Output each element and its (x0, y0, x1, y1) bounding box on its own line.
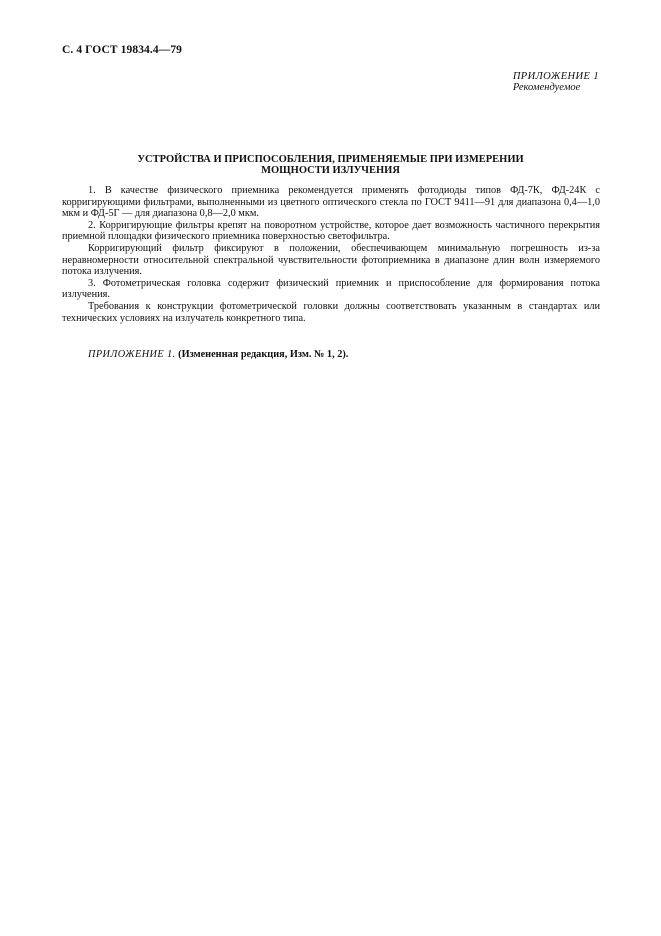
page-header: С. 4 ГОСТ 19834.4—79 (62, 44, 183, 56)
document-title (62, 154, 599, 176)
document-title-line-2: МОЩНОСТИ ИЗЛУЧЕНИЯ (261, 165, 400, 176)
paragraph-item-1: 1. В качестве физического приемника рекомендуется применять фотодиоды типов ФД-7К, ФД-24К с корригирующими фильтрами, выполненными из цветного оптического стекла по ГОСТ 9411—91 для диапазона 0,4—1,0 мкм и ФД-5Г — для диапазона 0,8—2,0 мкм. (62, 185, 600, 220)
paragraph-filter-position: Корригирующий фильтр фиксируют в положении, обеспечивающем минимальную погрешность из-за неравномерности относительной спектральной чувствительности фотоприемника в диапазоне длин волн измеряемого потока излучения. (62, 242, 600, 278)
body-text (62, 185, 600, 324)
appendix-label: ПРИЛОЖЕНИЕ 1 (512, 71, 599, 82)
revision-note-text: (Измененная редакция, Изм. № 1, 2). (178, 349, 349, 360)
paragraph-item-2: 2. Корригирующие фильтры крепят на поворотном устройстве, которое дает возможность частичного перекрытия приемной площадки физического приемника поверхностью светофильтра. (62, 219, 600, 243)
paragraph-requirements: Требования к конструкции фотометрической головки должны соответствовать указанным в стандартах или технических условиях на излучатель конкретного типа. (62, 300, 600, 324)
appendix-block (513, 71, 599, 93)
paragraph-item-3: 3. Фотометрическая головка содержит физический приемник и приспособление для формирования потока излучения. (62, 277, 600, 301)
revision-note (88, 349, 348, 360)
revision-note-label: ПРИЛОЖЕНИЕ 1. (88, 349, 176, 360)
appendix-status: Рекомендуемое (512, 82, 581, 93)
document-title-line-1: УСТРОЙСТВА И ПРИСПОСОБЛЕНИЯ, ПРИМЕНЯЕМЫЕ ПРИ ИЗМЕРЕНИИ (137, 154, 524, 165)
